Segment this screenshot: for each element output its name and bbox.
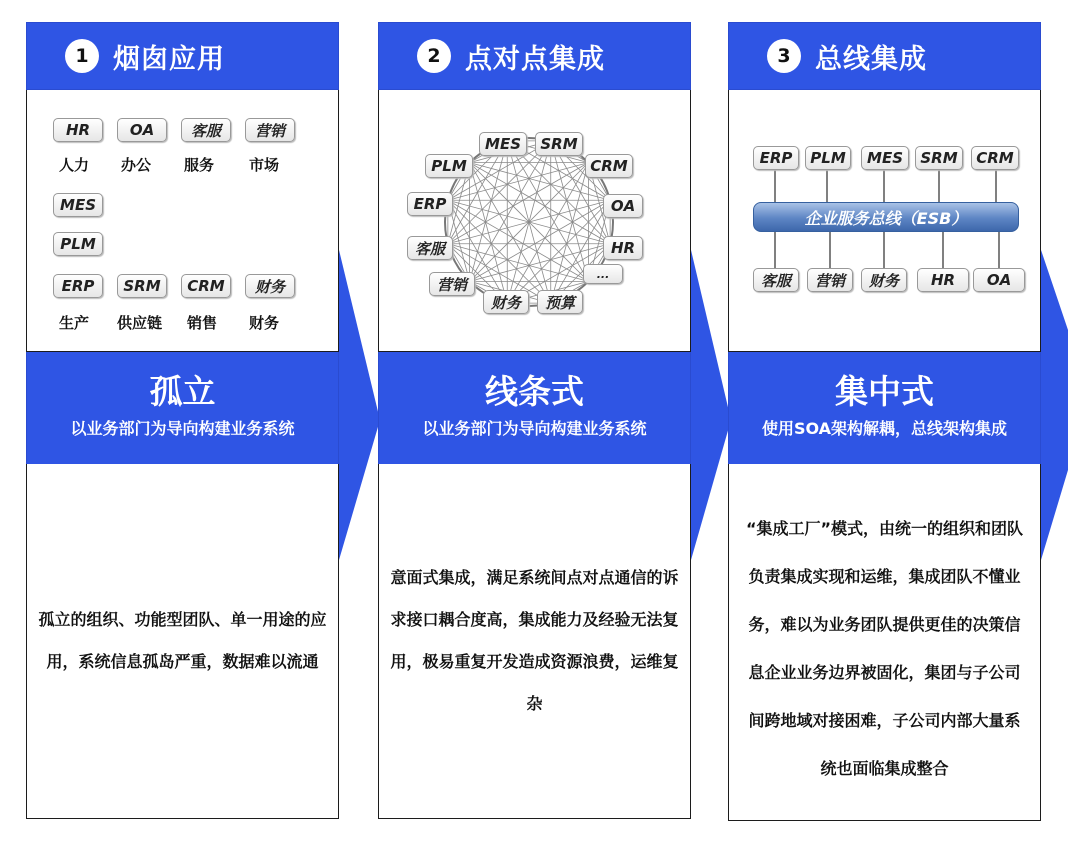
column-header	[378, 22, 691, 90]
node-tag: 客服	[407, 236, 453, 260]
arrow-3-out	[1041, 250, 1068, 560]
column-title: 总线集成	[815, 43, 927, 75]
mode-subtitle: 以业务部门为导向构建业务系统	[70, 419, 295, 438]
system-tag: MES	[53, 193, 103, 217]
mode-band	[26, 352, 339, 464]
node-tag: OA	[603, 194, 643, 218]
system-tag: CRM	[971, 146, 1019, 170]
mesh-connections	[379, 90, 692, 352]
node-tag: CRM	[585, 154, 633, 178]
mesh-illustration	[378, 90, 691, 352]
node-tag: ERP	[407, 192, 453, 216]
system-tag: SRM	[915, 146, 963, 170]
column-header	[26, 22, 339, 90]
system-tag: 客服	[181, 118, 231, 142]
system-tag: OA	[973, 268, 1025, 292]
dept-label: 销售	[187, 314, 218, 332]
system-tag: HR	[917, 268, 969, 292]
step-number: 1	[65, 39, 99, 73]
mode-band	[728, 352, 1041, 464]
dept-label: 人力	[59, 156, 90, 174]
node-tag: 营销	[429, 272, 475, 296]
dept-label: 财务	[249, 314, 280, 332]
mode-band	[378, 352, 691, 464]
system-tag: 财务	[861, 268, 907, 292]
node-tag: SRM	[535, 132, 583, 156]
system-tag: SRM	[117, 274, 167, 298]
mode-title: 集中式	[835, 372, 934, 411]
mode-title: 孤立	[149, 372, 216, 411]
esb-bus: 企业服务总线（ESB）	[753, 202, 1019, 232]
system-tag: HR	[53, 118, 103, 142]
description-box	[378, 464, 691, 819]
column-point-to-point	[378, 22, 691, 819]
node-tag: HR	[603, 236, 643, 260]
arrow-2-to-3	[691, 250, 731, 560]
system-tag: CRM	[181, 274, 231, 298]
system-tag: 营销	[245, 118, 295, 142]
chimney-illustration	[26, 90, 339, 352]
dept-label: 市场	[249, 156, 280, 174]
system-tag: PLM	[805, 146, 851, 170]
node-tag: ...	[583, 264, 623, 284]
column-header	[728, 22, 1041, 90]
system-tag: 财务	[245, 274, 295, 298]
system-tag: 客服	[753, 268, 799, 292]
column-chimney	[26, 22, 339, 819]
mode-subtitle: 以业务部门为导向构建业务系统	[422, 419, 647, 438]
description-box	[728, 464, 1041, 821]
mesh-link	[470, 163, 508, 304]
dept-label: 办公	[121, 156, 152, 174]
node-tag: 预算	[537, 290, 583, 314]
system-tag: MES	[861, 146, 909, 170]
node-tag: PLM	[425, 154, 473, 178]
node-tag: 财务	[483, 290, 529, 314]
mode-subtitle: 使用SOA架构解耦，总线架构集成	[761, 419, 1008, 438]
description-text: 意面式集成，满足系统间点对点通信的诉求接口耦合度高，集成能力及经验无法复用，极易重复开发造成资源浪费，运维复杂	[390, 568, 679, 713]
system-tag: PLM	[53, 232, 103, 256]
dept-label: 供应链	[117, 314, 163, 332]
bus-illustration	[728, 90, 1041, 352]
mode-title: 线条式	[485, 372, 584, 411]
system-tag: ERP	[753, 146, 799, 170]
description-text: “集成工厂”模式，由统一的组织和团队负责集成实现和运维，集成团队不懂业务，难以为业务团队提供更佳的决策信息企业业务边界被固化，集团与子公司间跨地域对接困难，子公司内部大量系统也面临集成整合	[745, 519, 1024, 778]
step-number: 2	[417, 39, 451, 73]
node-tag: MES	[479, 132, 527, 156]
system-tag: ERP	[53, 274, 103, 298]
dept-label: 生产	[59, 314, 90, 332]
system-tag: OA	[117, 118, 167, 142]
column-bus	[728, 22, 1041, 821]
column-title: 烟囱应用	[113, 43, 225, 75]
step-number: 3	[767, 39, 801, 73]
dept-label: 服务	[184, 156, 215, 174]
column-title: 点对点集成	[465, 43, 605, 75]
description-text: 孤立的组织、功能型团队、单一用途的应用，系统信息孤岛严重，数据难以流通	[38, 610, 327, 671]
description-box	[26, 464, 339, 819]
system-tag: 营销	[807, 268, 853, 292]
arrow-1-to-2	[339, 250, 380, 560]
